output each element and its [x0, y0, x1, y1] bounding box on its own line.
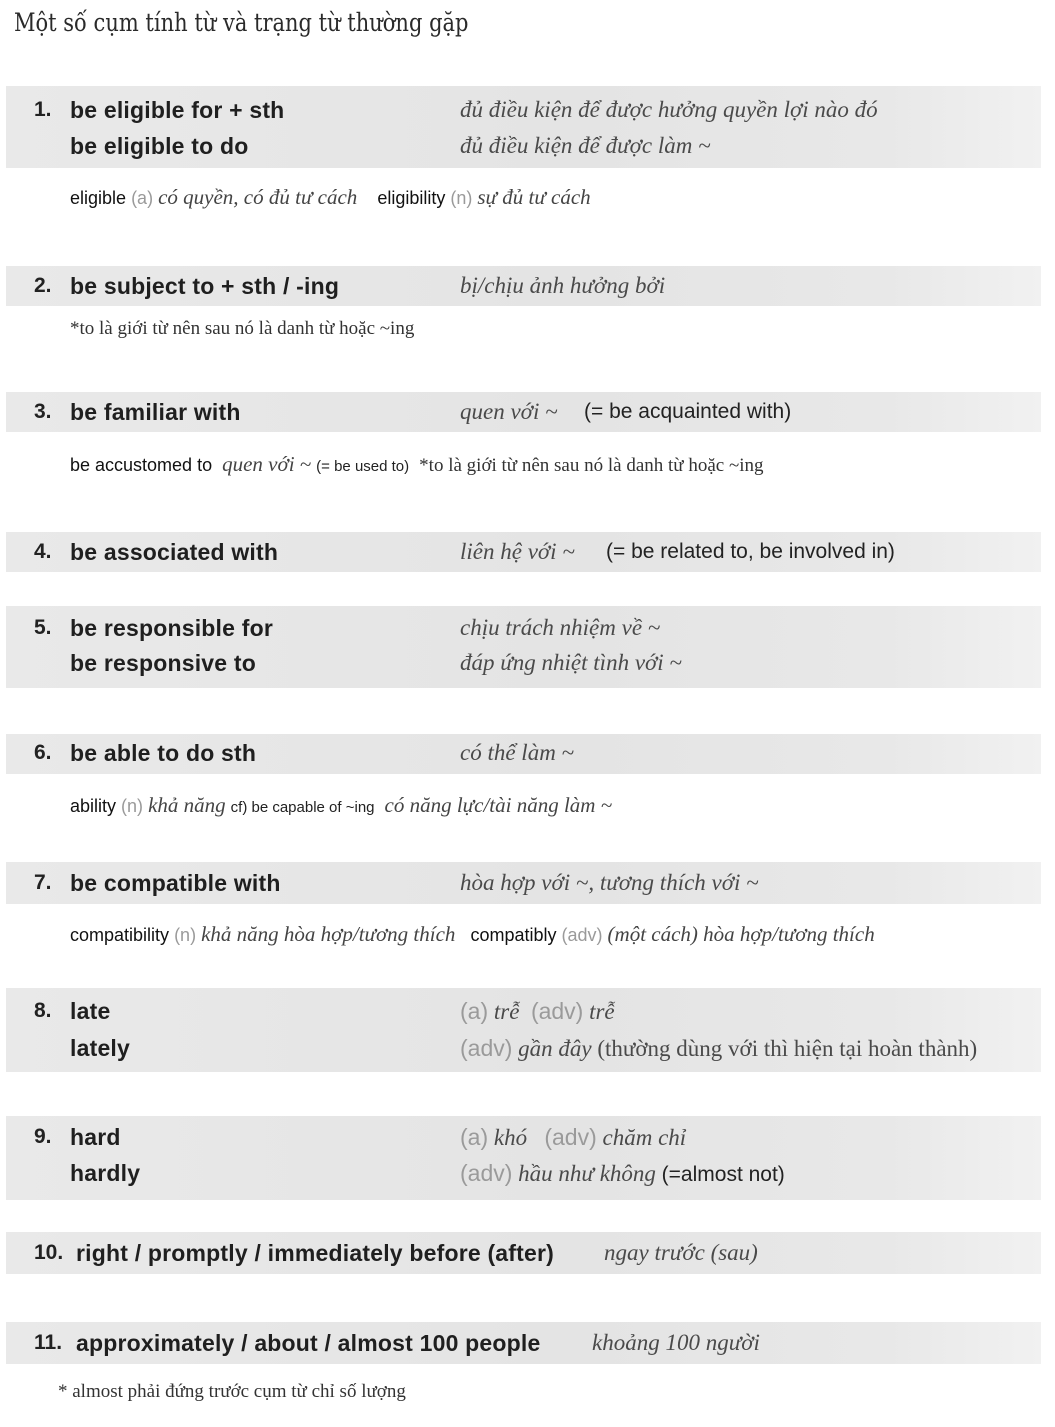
equivalent: (= be used to): [316, 458, 410, 475]
word: be accustomed to: [70, 455, 213, 475]
part-of-speech: (a): [460, 1124, 489, 1150]
word-meaning: có quyền, có đủ tư cách: [158, 185, 358, 209]
meaning-line: [460, 1155, 785, 1193]
term: be familiar with: [70, 399, 241, 425]
item-number: 8.: [34, 999, 52, 1022]
item-number: 7.: [34, 871, 52, 894]
item-number: 9.: [34, 1125, 52, 1148]
equivalent: (= be acquainted with): [584, 400, 792, 423]
part-of-speech: (a): [460, 998, 489, 1024]
term: hard: [70, 1124, 121, 1150]
term: hardly: [70, 1160, 141, 1186]
word: ability: [70, 796, 117, 816]
word: compatibly: [470, 925, 557, 945]
meaning: hòa hợp với ~, tương thích với ~: [460, 870, 759, 895]
term: right / promptly / immediately before (after): [76, 1240, 555, 1266]
word: eligible: [70, 188, 127, 208]
item-number: 3.: [34, 400, 52, 423]
word-meaning: khả năng: [148, 793, 226, 817]
meaning: khoảng 100 người: [592, 1330, 760, 1355]
meaning: liên hệ với ~: [460, 539, 575, 564]
meaning-line: [460, 1119, 686, 1156]
item-11-note: [58, 1378, 406, 1405]
word-meaning: khả năng hòa hợp/tương thích: [201, 922, 456, 946]
equivalent: (= be related to, be involved in): [606, 540, 895, 563]
word: compatibility: [70, 925, 170, 945]
term: approximately / about / almost 100 people: [76, 1330, 541, 1356]
item-number: 5.: [34, 616, 52, 639]
part-of-speech: (adv): [530, 998, 584, 1024]
part-of-speech: (adv): [544, 1124, 597, 1150]
note-text: *to là giới từ nên sau nó là danh từ hoặc ~ing: [419, 455, 764, 476]
meaning: khó: [493, 1125, 528, 1150]
note-text: *to là giới từ nên sau nó là danh từ hoặc ~ing: [70, 318, 415, 339]
part-of-speech: (n): [174, 925, 197, 945]
item-number: 4.: [34, 540, 52, 563]
part-of-speech: (adv): [460, 1035, 513, 1061]
term: late: [70, 998, 111, 1024]
meaning: chịu trách nhiệm về ~: [460, 615, 661, 640]
item-number: 6.: [34, 741, 52, 764]
meaning: trễ: [589, 999, 615, 1024]
term: be eligible for + sth: [70, 97, 285, 123]
term: be responsible for: [70, 615, 273, 641]
meaning: đáp ứng nhiệt tình với ~: [460, 650, 682, 675]
note-text: * almost phải đứng trước cụm từ chỉ số lượng: [58, 1381, 406, 1402]
item-number: 2.: [34, 274, 52, 297]
term: be compatible with: [70, 870, 281, 896]
meaning: ngay trước (sau): [604, 1240, 758, 1265]
usage-note: (thường dùng với thì hiện tại hoàn thành): [597, 1036, 978, 1061]
part-of-speech: (n): [121, 796, 144, 816]
meaning: chăm chỉ: [602, 1125, 687, 1150]
word: eligibility: [377, 188, 446, 208]
word-meaning: (một cách) hòa hợp/tương thích: [607, 922, 875, 946]
term: be subject to + sth / -ing: [70, 273, 340, 299]
meaning: quen với ~: [460, 399, 558, 424]
term: be responsive to: [70, 650, 256, 676]
term: be eligible to do: [70, 133, 249, 159]
word-meaning: sự đủ tư cách: [477, 185, 591, 209]
part-of-speech: (adv): [561, 925, 603, 945]
item-1-note: [70, 184, 591, 211]
meaning: gần đây: [518, 1036, 592, 1061]
item-number: 1.: [34, 98, 52, 121]
meaning: đủ điều kiện để được làm ~: [460, 133, 711, 158]
meaning: có thể làm ~: [460, 740, 575, 765]
term: be able to do sth: [70, 740, 257, 766]
part-of-speech: (n): [450, 188, 473, 208]
part-of-speech: (adv): [460, 1160, 513, 1186]
meaning-line: [460, 993, 615, 1030]
item-number: 11.: [34, 1331, 63, 1354]
part-of-speech: (a): [131, 188, 154, 208]
term: be associated with: [70, 539, 279, 565]
compare-note: cf) be capable of ~ing: [230, 799, 375, 816]
item-2-note: [70, 315, 414, 342]
equivalent: (=almost not): [661, 1163, 785, 1186]
item-7-note: [70, 921, 875, 948]
meaning: đủ điều kiện để được hưởng quyền lợi nào đó: [460, 97, 878, 122]
meaning: bị/chịu ảnh hưởng bởi: [460, 273, 666, 298]
word-meaning: quen với ~: [222, 452, 312, 476]
item-3-note: [70, 451, 764, 480]
page-title: Một số cụm tính từ và trạng từ thường gặp: [14, 8, 469, 37]
meaning: hầu như không: [518, 1161, 656, 1186]
item-number: 10.: [34, 1241, 64, 1264]
term: lately: [70, 1035, 131, 1061]
meaning: trễ: [493, 999, 520, 1024]
meaning-line: [460, 1030, 977, 1067]
item-6-note: [70, 792, 612, 821]
word-meaning: có năng lực/tài năng làm ~: [384, 793, 613, 817]
